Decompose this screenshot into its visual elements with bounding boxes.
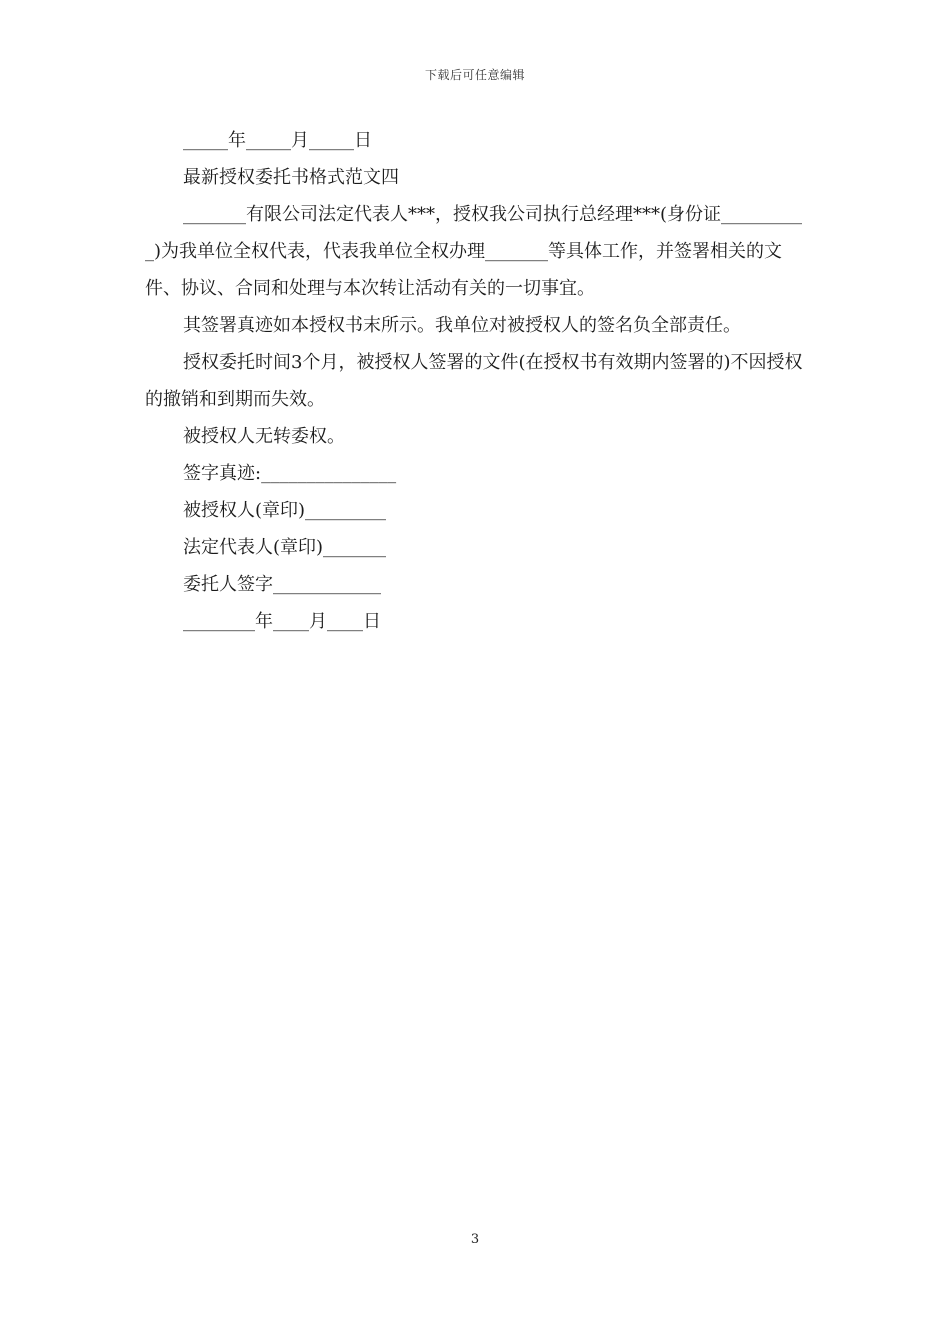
signature-sample-line: 签字真迹:_______________ [183, 463, 397, 484]
document-body [145, 122, 810, 640]
authorization-paragraph: _______有限公司法定代表人***，授权我公司执行总经理***(身份证__________)为我单位全权代表，代表我单位全权办理_______等具体工作，并签署相关的文件、协议、合同和处理与本次转让活动有关的一切事宜。 [145, 204, 803, 299]
no-sub-delegation-paragraph: 被授权人无转委权。 [183, 426, 345, 447]
signature-statement-paragraph: 其签署真迹如本授权书末所示。我单位对被授权人的签名负全部责任。 [183, 315, 741, 336]
authorized-person-seal-line: 被授权人(章印)_________ [183, 500, 387, 521]
closing-date-line: ________年____月____日 [183, 611, 381, 632]
authorization-period-paragraph: 授权委托时间3个月，被授权人签署的文件(在授权书有效期内签署的)不因授权的撤销和到期而失效。 [145, 352, 803, 410]
section-title: 最新授权委托书格式范文四 [183, 167, 399, 188]
page-header: 下载后可任意编辑 [424, 68, 525, 82]
page-number: 3 [470, 1232, 480, 1247]
date-line: _____年_____月_____日 [183, 130, 372, 151]
principal-signature-line: 委托人签字____________ [183, 574, 381, 595]
legal-representative-seal-line: 法定代表人(章印)_______ [183, 537, 387, 558]
